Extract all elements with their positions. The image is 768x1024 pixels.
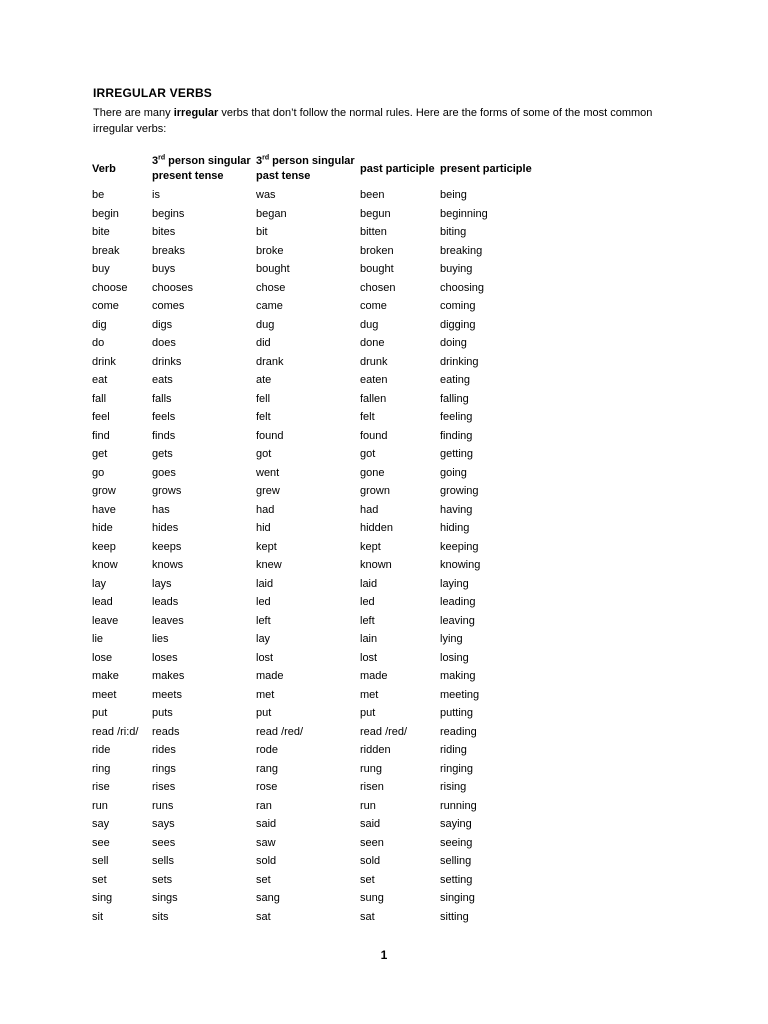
table-row [92,353,564,372]
cell-past-participle: ridden [360,744,391,756]
cell-present-participle: singing [440,892,475,904]
cell-present-participle: hiding [440,522,470,534]
cell-past-tense: found [256,429,284,442]
table-row [92,501,564,520]
cell-past-participle: hidden [360,522,394,534]
cell-present-tense: falls [152,392,172,405]
cell-past-tense: went [256,466,280,479]
cell-present-tense: sells [152,855,175,867]
cell-present-participle: losing [440,651,469,664]
header-present-participle: present participle [440,162,532,175]
cell-past-tense: bit [256,226,268,238]
cell-past-participle: lost [360,651,378,664]
cell-present-tense: does [152,337,176,349]
cell-verb: sit [92,910,103,923]
cell-verb: feel [92,411,110,423]
cell-verb: put [92,707,108,719]
cell-present-participle: running [440,799,477,812]
cell-past-participle: come [360,300,387,312]
cell-verb: lose [92,651,113,664]
cell-past-participle: broken [360,244,394,257]
table-row [92,297,564,316]
table-row [92,686,564,705]
cell-verb: hide [92,522,113,534]
cell-present-tense: lies [152,633,169,645]
cell-present-participle: growing [440,485,479,497]
cell-past-tense: sold [256,855,277,867]
cell-verb: find [92,429,110,442]
cell-present-tense: rings [152,762,176,775]
cell-present-tense: sees [152,836,176,849]
table-row [92,242,564,261]
cell-present-participle: leaving [440,614,475,627]
cell-present-tense: rises [152,781,176,793]
cell-verb: break [92,244,120,257]
cell-past-participle: known [360,559,392,571]
cell-present-participle: having [440,503,473,516]
cell-verb: ride [92,744,111,756]
cell-verb: have [92,503,116,516]
table-row [92,649,564,668]
cell-verb: buy [92,263,110,275]
intro-paragraph [93,105,683,137]
cell-verb: drink [92,355,116,368]
cell-past-participle: grown [360,485,390,497]
cell-past-tense: broke [256,244,284,257]
cell-present-participle: doing [440,337,467,349]
table-row [92,316,564,335]
cell-past-participle: led [360,596,375,608]
table-row [92,852,564,871]
table-row [92,223,564,242]
cell-present-tense: hides [152,522,179,534]
cell-verb: meet [92,688,117,701]
header-past-tense-label: past tense [256,170,311,182]
cell-present-participle: finding [440,429,473,442]
table-row [92,667,564,686]
header-past-superscript: rd [262,154,270,162]
cell-past-participle: got [360,448,376,460]
cell-present-tense: leaves [152,614,184,627]
cell-past-participle: rung [360,762,383,775]
irregular-verbs-table [92,152,564,926]
cell-present-tense: comes [152,300,185,312]
intro-emphasis: irregular [173,107,219,119]
cell-verb: dig [92,318,107,331]
cell-verb: fall [92,392,107,405]
cell-past-tense: kept [256,540,277,553]
cell-past-participle: bought [360,263,394,275]
cell-verb: do [92,337,105,349]
cell-past-participle: bitten [360,226,387,238]
cell-past-tense: dug [256,318,275,331]
cell-past-tense: felt [256,411,271,423]
cell-past-participle: risen [360,781,384,793]
cell-present-participle: reading [440,725,477,738]
header-present-tense-label: present tense [152,170,224,182]
table-row [92,612,564,631]
cell-past-tense: chose [256,281,286,294]
table-row [92,519,564,538]
cell-present-tense: grows [152,485,182,497]
cell-verb: ring [92,762,111,775]
cell-past-tense: said [256,818,277,830]
cell-past-tense: lost [256,651,274,664]
cell-verb: keep [92,540,116,553]
cell-past-tense: hid [256,522,271,534]
cell-past-participle: set [360,873,375,886]
cell-verb: lead [92,596,113,608]
table-row [92,908,564,927]
table-row [92,260,564,279]
cell-present-tense: eats [152,374,173,386]
cell-past-participle: sold [360,855,381,867]
cell-past-tense: rose [256,781,278,793]
cell-verb: get [92,448,108,460]
cell-past-tense: grew [256,485,280,497]
cell-past-participle: left [360,614,375,627]
cell-verb: begin [92,207,119,220]
cell-verb: be [92,189,105,201]
cell-present-tense: sits [152,910,169,923]
cell-past-participle: met [360,688,379,701]
table-row [92,815,564,834]
header-past-person: person singular [269,155,355,167]
cell-past-tense: left [256,614,271,627]
cell-present-participle: coming [440,300,476,312]
cell-past-participle: found [360,429,388,442]
cell-past-participle: laid [360,577,378,590]
header-present-tense [152,152,256,186]
cell-present-tense: reads [152,725,180,738]
table-row [92,871,564,890]
cell-past-participle: said [360,818,381,830]
cell-present-tense: meets [152,688,182,701]
intro-text-end: verbs that don’t follow the normal rules. Here are the forms of some of the most common irregular verbs: [93,107,653,135]
cell-present-participle: lying [440,633,463,645]
cell-verb: sell [92,855,109,867]
cell-verb: leave [92,614,119,627]
cell-past-tense: laid [256,577,274,590]
cell-present-tense: runs [152,799,174,812]
cell-present-tense: breaks [152,244,186,257]
cell-present-participle: feeling [440,411,473,423]
cell-past-tense: read /red/ [256,725,304,738]
cell-present-participle: riding [440,744,467,756]
cell-past-participle: sung [360,892,384,904]
cell-present-participle: meeting [440,688,480,701]
cell-verb: rise [92,781,110,793]
table-row [92,186,564,205]
table-row [92,797,564,816]
table-row [92,704,564,723]
cell-past-tense: lay [256,633,271,645]
cell-past-participle: kept [360,540,381,553]
table-header-row [92,152,564,186]
cell-present-participle: digging [440,318,476,331]
cell-verb: lay [92,577,107,590]
intro-text-start: There are many [93,107,174,119]
cell-present-tense: sets [152,873,173,886]
cell-past-participle: sat [360,910,375,923]
cell-past-tense: had [256,503,275,516]
cell-present-tense: sings [152,892,178,904]
cell-past-tense: got [256,448,272,460]
cell-present-tense: loses [152,651,178,664]
cell-present-tense: goes [152,466,176,479]
cell-present-participle: putting [440,707,474,719]
header-past-ordinal: 3 [256,155,263,167]
cell-present-participle: biting [440,226,467,238]
table-row [92,279,564,298]
table-body [92,186,564,926]
cell-present-tense: says [152,818,175,830]
cell-present-participle: getting [440,448,474,460]
table-row [92,575,564,594]
cell-past-tense: fell [256,392,271,405]
cell-present-tense: finds [152,429,176,442]
cell-present-participle: seeing [440,836,473,849]
cell-verb: eat [92,374,108,386]
cell-past-tense: made [256,670,284,682]
cell-past-participle: drunk [360,355,388,368]
table-row [92,390,564,409]
cell-past-tense: sat [256,910,271,923]
table-row [92,334,564,353]
cell-past-participle: read /red/ [360,725,408,738]
table-row [92,760,564,779]
cell-past-tense: drank [256,355,284,368]
cell-past-tense: led [256,596,271,608]
cell-verb: make [92,670,119,682]
cell-past-participle: been [360,189,385,201]
cell-present-tense: digs [152,318,173,331]
cell-present-participle: setting [440,873,473,886]
cell-verb: know [92,559,118,571]
cell-past-tense: rang [256,762,279,775]
cell-past-participle: made [360,670,388,682]
table-row [92,445,564,464]
cell-past-tense: rode [256,744,279,756]
header-past-tense [256,152,360,186]
table-row [92,556,564,575]
cell-past-tense: saw [256,836,276,849]
cell-present-participle: selling [440,855,472,867]
cell-present-tense: bites [152,226,176,238]
cell-present-tense: lays [152,577,172,590]
cell-present-participle: breaking [440,244,483,257]
header-present-person: person singular [165,155,251,167]
cell-present-participle: laying [440,577,469,590]
cell-past-tense: was [256,189,276,201]
table-row [92,408,564,427]
cell-past-participle: fallen [360,392,387,405]
cell-present-participle: beginning [440,207,488,220]
cell-present-participle: drinking [440,355,479,368]
cell-verb: run [92,799,108,812]
cell-verb: go [92,466,105,479]
cell-past-tense: did [256,337,271,349]
table-row [92,741,564,760]
cell-verb: grow [92,485,116,497]
cell-past-participle: put [360,707,376,719]
cell-present-participle: choosing [440,281,485,294]
cell-present-tense: drinks [152,355,182,368]
cell-present-tense: rides [152,744,176,756]
cell-past-tense: met [256,688,275,701]
cell-present-participle: saying [440,818,472,830]
header-verb: Verb [92,162,116,175]
table-row [92,371,564,390]
cell-present-tense: has [152,503,170,516]
cell-present-participle: buying [440,263,473,275]
page-number: 1 [380,948,388,962]
cell-present-tense: leads [152,596,179,608]
header-present-superscript: rd [158,154,166,162]
table-row [92,205,564,224]
cell-past-tense: ran [256,799,272,812]
cell-present-tense: knows [152,559,184,571]
cell-present-tense: keeps [152,540,182,553]
cell-present-participle: rising [440,781,467,793]
cell-present-tense: is [152,189,160,201]
cell-verb: choose [92,281,128,294]
cell-past-tense: put [256,707,272,719]
cell-verb: bite [92,226,110,238]
cell-past-tense: began [256,207,287,220]
table-row [92,538,564,557]
table-row [92,778,564,797]
cell-present-tense: gets [152,448,173,460]
cell-past-participle: chosen [360,281,396,294]
cell-verb: lie [92,633,104,645]
cell-past-tense: knew [256,559,282,571]
header-past-participle: past participle [360,162,435,175]
cell-present-participle: leading [440,596,476,608]
cell-past-participle: felt [360,411,375,423]
table-row [92,723,564,742]
cell-verb: see [92,836,110,849]
cell-present-participle: sitting [440,910,469,923]
cell-verb: read /ri:d/ [92,725,139,738]
cell-past-participle: had [360,503,379,516]
table-row [92,630,564,649]
table-row [92,427,564,446]
cell-present-participle: knowing [440,559,481,571]
table-row [92,834,564,853]
cell-past-participle: lain [360,633,378,645]
cell-verb: sing [92,892,113,904]
cell-past-participle: done [360,337,385,349]
cell-past-tense: bought [256,263,290,275]
cell-present-participle: eating [440,374,470,386]
cell-present-participle: keeping [440,540,479,553]
cell-verb: set [92,873,107,886]
cell-verb: come [92,300,119,312]
cell-present-tense: puts [152,707,173,719]
cell-past-participle: eaten [360,374,388,386]
cell-past-participle: dug [360,318,379,331]
cell-past-participle: run [360,799,376,812]
table-row [92,482,564,501]
cell-verb: say [92,818,110,830]
cell-present-participle: ringing [440,762,474,775]
cell-present-participle: going [440,466,467,479]
cell-present-participle: being [440,189,467,201]
cell-present-tense: makes [152,670,185,682]
cell-past-participle: begun [360,207,391,220]
document-title: IRREGULAR VERBS [93,86,213,100]
cell-past-participle: gone [360,466,385,479]
header-present-ordinal: 3 [152,155,159,167]
cell-present-tense: buys [152,263,176,275]
cell-past-tense: set [256,873,271,886]
cell-present-tense: feels [152,411,176,423]
cell-present-participle: falling [440,392,469,405]
cell-past-tense: came [256,300,283,312]
cell-past-participle: seen [360,836,384,849]
cell-present-participle: making [440,670,476,682]
table-row [92,889,564,908]
cell-past-tense: ate [256,374,272,386]
cell-present-tense: chooses [152,281,193,294]
table-row [92,593,564,612]
cell-past-tense: sang [256,892,280,904]
cell-present-tense: begins [152,207,185,220]
table-row [92,464,564,483]
